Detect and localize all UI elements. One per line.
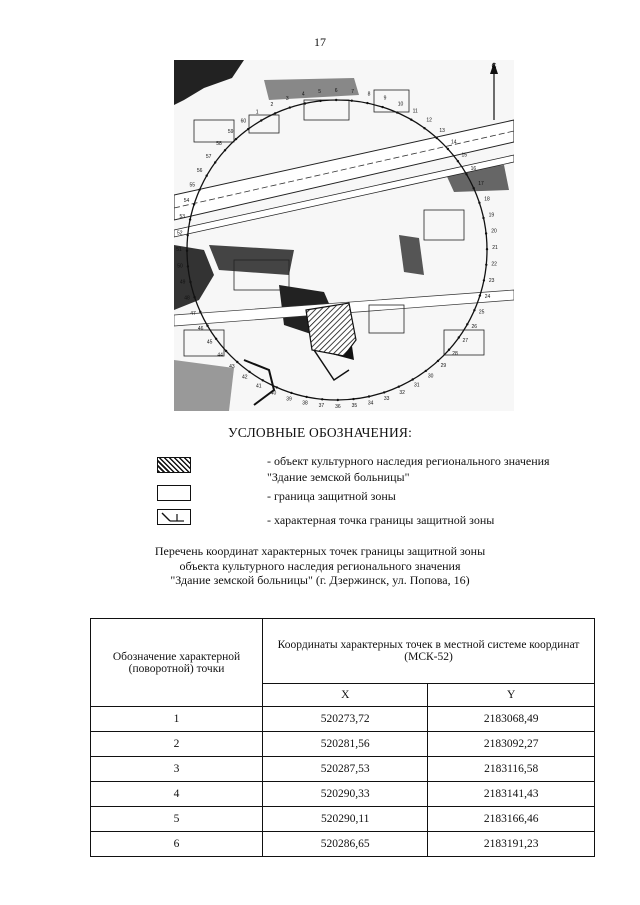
boundary-point-label: 50 xyxy=(177,263,183,270)
boundary-point-label: 5 xyxy=(318,89,321,95)
boundary-point-marker xyxy=(485,264,487,266)
map-dark-area xyxy=(174,360,234,411)
legend-heritage-swatch xyxy=(157,457,191,473)
cell-x: 520286,65 xyxy=(263,832,428,857)
legend-title: УСЛОВНЫЕ ОБОЗНАЧЕНИЯ: xyxy=(227,425,413,440)
boundary-point-marker xyxy=(260,119,262,121)
boundary-point-label: 4 xyxy=(301,91,305,98)
boundary-point-marker xyxy=(437,360,439,362)
boundary-point-label: 19 xyxy=(488,212,495,219)
boundary-point-label: 32 xyxy=(399,390,405,396)
boundary-point-label: 55 xyxy=(189,182,196,189)
boundary-point-marker xyxy=(478,202,480,204)
boundary-point-label: 27 xyxy=(462,338,469,345)
boundary-point-marker xyxy=(335,99,337,101)
cell-n: 5 xyxy=(91,807,263,832)
boundary-point-marker xyxy=(485,232,487,234)
boundary-point-label: 12 xyxy=(426,117,432,124)
boundary-point-label: 15 xyxy=(461,152,468,159)
coordinates-table xyxy=(90,618,595,857)
boundary-point-marker xyxy=(187,265,189,267)
boundary-point-label: 59 xyxy=(227,129,234,136)
boundary-point-label: 48 xyxy=(184,295,190,302)
boundary-point-marker xyxy=(447,148,449,150)
boundary-point-marker xyxy=(351,100,353,102)
boundary-point-marker xyxy=(398,386,400,388)
boundary-point-label: 9 xyxy=(383,95,387,102)
point-designation-header: Обозначение характерной (поворотной) точки xyxy=(91,619,263,707)
boundary-point-label: 42 xyxy=(242,374,248,381)
boundary-point-marker xyxy=(465,173,467,175)
boundary-point-marker xyxy=(304,102,306,104)
boundary-point-marker xyxy=(479,294,481,296)
boundary-point-marker xyxy=(396,111,398,113)
boundary-point-label: 16 xyxy=(470,166,477,173)
boundary-point-marker xyxy=(473,187,475,189)
boundary-point-label: 10 xyxy=(397,101,404,108)
boundary-point-marker xyxy=(466,323,468,325)
boundary-point-label: 40 xyxy=(270,390,277,397)
boundary-point-marker xyxy=(225,350,227,352)
cell-n: 2 xyxy=(91,732,263,757)
cell-y: 2183068,49 xyxy=(428,707,595,732)
boundary-point-label: 23 xyxy=(488,278,495,284)
cell-x: 520290,11 xyxy=(263,807,428,832)
table-row xyxy=(91,782,595,807)
boundary-point-label: 33 xyxy=(383,396,390,402)
table-row xyxy=(91,707,595,732)
boundary-point-label: 35 xyxy=(351,403,358,409)
boundary-point-marker xyxy=(423,127,425,129)
boundary-point-marker xyxy=(473,309,475,311)
site-map-drawing xyxy=(174,60,514,411)
boundary-point-marker xyxy=(186,250,188,252)
boundary-point-marker xyxy=(236,361,238,363)
legend-zone-label: - граница защитной зоны xyxy=(267,489,396,503)
boundary-point-marker xyxy=(193,296,195,298)
boundary-point-marker xyxy=(274,112,276,114)
boundary-point-label: 24 xyxy=(484,294,491,300)
boundary-point-marker xyxy=(199,311,201,313)
boundary-point-label: 39 xyxy=(286,396,292,403)
boundary-point-label: 29 xyxy=(440,362,447,369)
site-map xyxy=(174,60,514,411)
y-header: Y xyxy=(428,684,595,707)
boundary-point-marker xyxy=(198,189,200,191)
legend-heritage-label: - объект культурного наследия регионального значения "Здание земской больницы" xyxy=(267,454,550,484)
boundary-point-label: 26 xyxy=(471,324,478,331)
boundary-point-marker xyxy=(319,100,321,102)
boundary-point-label: 18 xyxy=(484,196,490,203)
boundary-point-label: 11 xyxy=(412,108,418,115)
boundary-point-marker xyxy=(248,371,250,373)
boundary-point-label: 57 xyxy=(205,153,212,160)
boundary-point-label: 43 xyxy=(229,364,235,370)
coordinates-title-line: объекта культурного наследия регионального значения xyxy=(179,558,461,573)
boundary-point-label: 21 xyxy=(492,245,498,252)
characteristic-point-icon xyxy=(158,510,190,524)
boundary-point-marker xyxy=(366,102,368,104)
boundary-point-marker xyxy=(289,106,291,108)
cell-n: 3 xyxy=(91,757,263,782)
boundary-point-label: 54 xyxy=(183,198,190,204)
boundary-point-label: 37 xyxy=(318,403,325,410)
boundary-point-marker xyxy=(305,396,307,398)
boundary-point-label: 8 xyxy=(367,91,371,98)
boundary-point-marker xyxy=(247,128,249,130)
boundary-point-label: 34 xyxy=(367,400,374,407)
cell-x: 520287,53 xyxy=(263,757,428,782)
boundary-point-label: 41 xyxy=(256,383,262,390)
boundary-point-label: 13 xyxy=(439,128,445,134)
boundary-point-label: 47 xyxy=(190,311,196,318)
boundary-point-marker xyxy=(486,248,488,250)
boundary-point-label: 49 xyxy=(179,279,186,286)
boundary-point-marker xyxy=(482,217,484,219)
table-row xyxy=(91,807,595,832)
boundary-point-marker xyxy=(235,138,237,140)
boundary-point-marker xyxy=(189,218,191,220)
cell-y: 2183191,23 xyxy=(428,832,595,857)
cell-n: 1 xyxy=(91,707,263,732)
boundary-point-marker xyxy=(368,395,370,397)
boundary-point-marker xyxy=(276,386,278,388)
boundary-point-marker xyxy=(206,325,208,327)
boundary-point-marker xyxy=(214,161,216,163)
boundary-point-marker xyxy=(206,175,208,177)
boundary-point-marker xyxy=(193,203,195,205)
cell-y: 2183141,43 xyxy=(428,782,595,807)
legend-zone-swatch xyxy=(157,485,191,501)
boundary-point-label: 36 xyxy=(335,404,341,410)
coordinates-title-line: Перечень координат характерных точек границы защитной зоны xyxy=(154,544,486,558)
boundary-point-label: 2 xyxy=(270,102,274,108)
boundary-point-label: 22 xyxy=(491,261,497,268)
boundary-point-marker xyxy=(436,137,438,139)
boundary-point-marker xyxy=(189,281,191,283)
boundary-point-label: 38 xyxy=(302,400,308,407)
boundary-point-label: 45 xyxy=(206,339,213,346)
cell-n: 6 xyxy=(91,832,263,857)
boundary-point-label: 56 xyxy=(196,167,203,174)
boundary-point-label: 20 xyxy=(491,228,497,235)
boundary-point-label: 7 xyxy=(351,88,354,95)
boundary-point-marker xyxy=(425,370,427,372)
boundary-point-label: 28 xyxy=(452,351,458,358)
cell-x: 520281,56 xyxy=(263,732,428,757)
boundary-point-label: 53 xyxy=(179,214,186,220)
boundary-point-label: 3 xyxy=(285,96,289,102)
boundary-point-marker xyxy=(381,106,383,108)
boundary-point-label: 17 xyxy=(478,180,484,187)
legend-point-swatch xyxy=(157,509,191,525)
boundary-point-marker xyxy=(290,392,292,394)
boundary-point-marker xyxy=(215,338,217,340)
boundary-point-marker xyxy=(412,378,414,380)
boundary-point-label: 46 xyxy=(197,325,204,332)
table-row xyxy=(91,832,595,857)
boundary-point-marker xyxy=(457,160,459,162)
boundary-point-marker xyxy=(321,398,323,400)
boundary-point-label: 60 xyxy=(240,118,247,125)
cell-y: 2183116,58 xyxy=(428,757,595,782)
boundary-point-label: 58 xyxy=(216,140,222,147)
boundary-point-label: 51 xyxy=(176,246,182,253)
boundary-point-marker xyxy=(483,279,485,281)
x-header: X xyxy=(263,684,428,707)
boundary-point-label: 14 xyxy=(451,139,457,146)
boundary-point-marker xyxy=(458,336,460,338)
boundary-point-marker xyxy=(262,379,264,381)
boundary-point-marker xyxy=(337,399,339,401)
boundary-point-marker xyxy=(410,119,412,121)
boundary-point-marker xyxy=(448,349,450,351)
boundary-point-label: 30 xyxy=(427,373,434,380)
cell-y: 2183166,46 xyxy=(428,807,595,832)
coordinates-header: Координаты характерных точек в местной системе координат (МСК-52) xyxy=(263,619,595,684)
boundary-point-marker xyxy=(383,391,385,393)
legend-point-label: - характерная точка границы защитной зоны xyxy=(267,513,495,527)
boundary-point-label: 31 xyxy=(414,382,420,389)
boundary-point-marker xyxy=(224,149,226,151)
boundary-point-label: 44 xyxy=(217,352,223,359)
boundary-point-marker xyxy=(352,398,354,400)
cell-n: 4 xyxy=(91,782,263,807)
boundary-point-label: 25 xyxy=(478,309,485,316)
table-row xyxy=(91,732,595,757)
boundary-point-marker xyxy=(187,234,189,236)
coordinates-list-title xyxy=(0,544,640,588)
north-arrow-letter: С xyxy=(491,63,497,70)
boundary-point-label: 6 xyxy=(334,88,338,94)
table-row xyxy=(91,757,595,782)
cell-x: 520273,72 xyxy=(263,707,428,732)
boundary-point-label: 52 xyxy=(177,230,183,237)
page-number: 17 xyxy=(314,35,326,49)
cell-y: 2183092,27 xyxy=(428,732,595,757)
coordinates-title-line: "Здание земской больницы" (г. Дзержинск, ул. Попова, 16) xyxy=(170,573,470,587)
cell-x: 520290,33 xyxy=(263,782,428,807)
boundary-point-label: 1 xyxy=(255,109,259,116)
heritage-object-outline xyxy=(306,303,356,356)
